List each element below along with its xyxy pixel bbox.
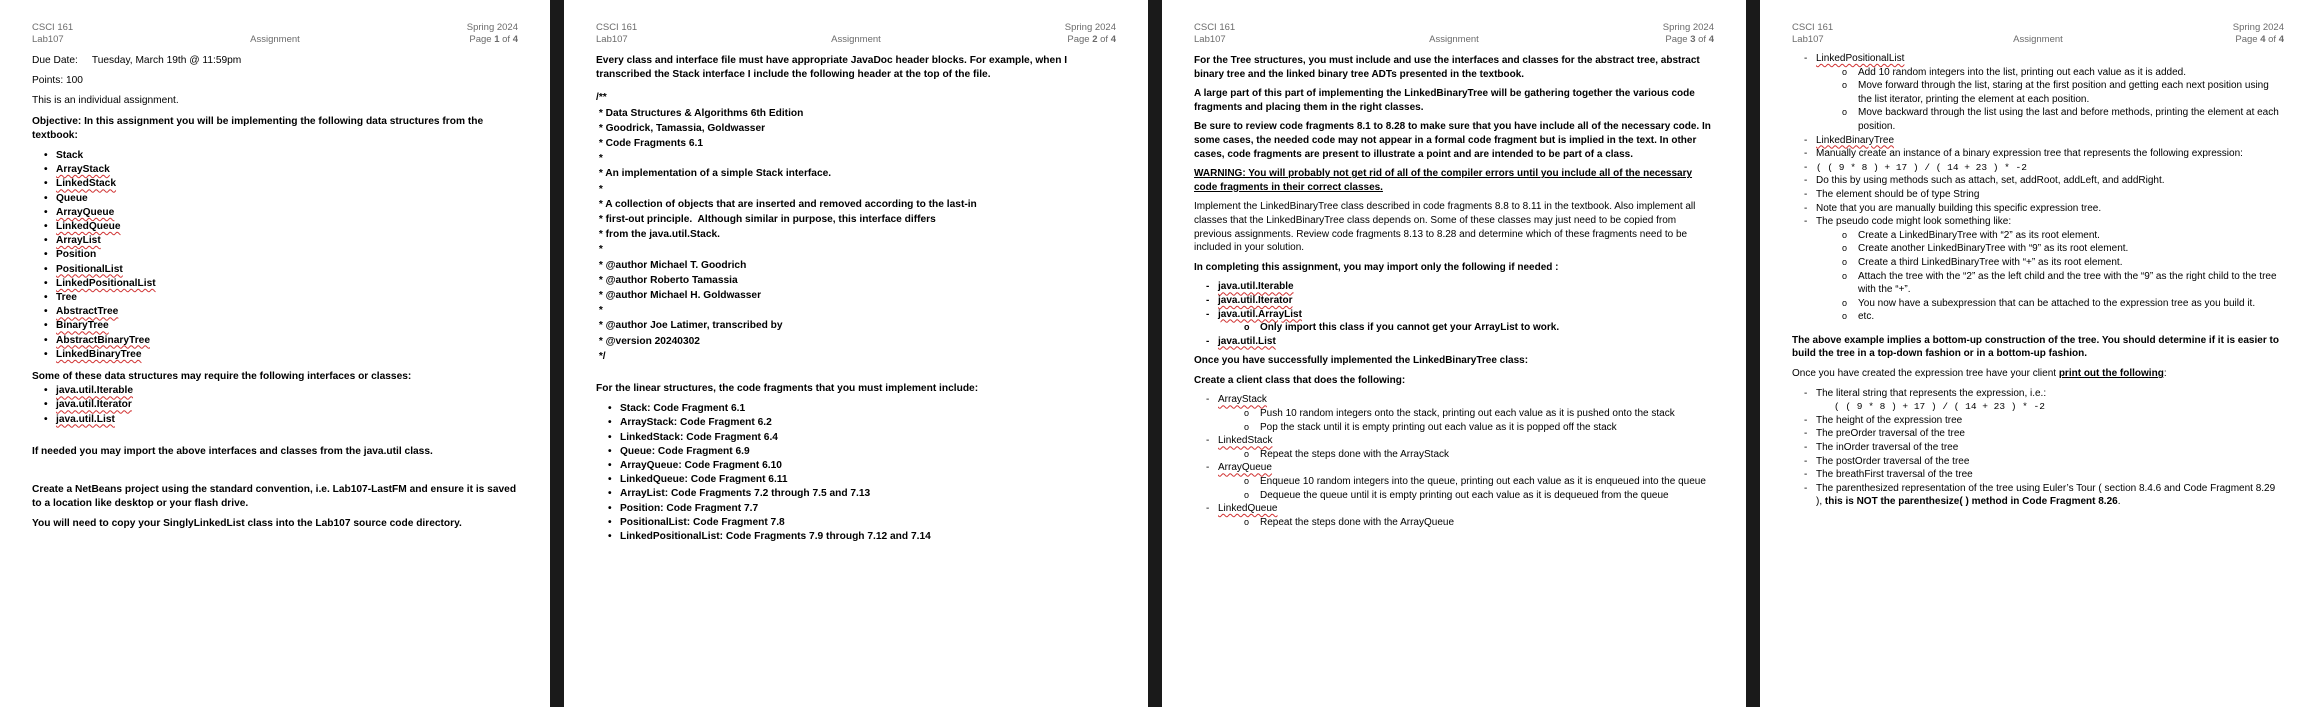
allowed-imports <box>1194 280 1714 348</box>
page-header <box>1792 22 2284 46</box>
page-gutter <box>550 0 564 707</box>
client-structure: LinkedQueue <box>1218 503 1278 515</box>
page-number: Page 2 of 4 <box>1067 34 1116 45</box>
javadoc-note: Every class and interface file must have appropriate JavaDoc header blocks. For example, when I transcribed the Stack interface I include the following header at the top of the file. <box>596 55 1068 81</box>
list-item: - Note that you are manually building this specific expression tree. <box>1792 202 2284 216</box>
list-item: • Stack: Code Fragment 6.1 <box>596 402 1116 416</box>
individual-note: This is an individual assignment. <box>32 95 179 107</box>
points: Points: 100 <box>32 75 83 87</box>
code-line: */ <box>596 350 606 362</box>
structure-name: LinkedQueue <box>56 221 121 233</box>
list-item <box>32 291 518 305</box>
list-item <box>32 305 518 319</box>
term-label: Spring 2024 <box>1064 22 1116 33</box>
code-line: * @author Roberto Tamassia <box>596 274 738 286</box>
import-note: If needed you may import the above interfaces and classes from the java.util class. <box>32 445 433 457</box>
output-list <box>1792 387 2284 509</box>
page-body <box>1792 52 2284 509</box>
lab-label: Lab107 <box>32 34 64 45</box>
page-1 <box>0 0 550 707</box>
list-item: - The literal string that represents the expression, i.e.: ( ( 9 * 8 ) + 17 ) / ( 14 + 23 ) * -2 <box>1792 387 2284 414</box>
lab-label: Lab107 <box>1792 34 1824 45</box>
page-number: Page 3 of 4 <box>1665 34 1714 45</box>
list-item: • LinkedQueue: Code Fragment 6.11 <box>596 473 1116 487</box>
list-item <box>32 163 518 177</box>
page-gutter <box>1746 0 1760 707</box>
code-line: * Data Structures & Algorithms 6th Edition <box>596 107 804 119</box>
list-item: - LinkedBinaryTree <box>1792 134 2284 148</box>
code-line: * <box>596 153 603 165</box>
client-structure: ArrayQueue <box>1218 462 1272 474</box>
structure-name: Tree <box>56 292 77 304</box>
list-item <box>32 277 518 291</box>
code-line: * @author Joe Latimer, transcribed by <box>596 320 783 332</box>
code-line: * @author Michael H. Goldwasser <box>596 290 762 302</box>
large-part: A large part of this part of implementing the LinkedBinaryTree will be gathering together the various code fragments and placing them in the right classes. <box>1194 88 1695 113</box>
structure-name: Stack <box>56 150 84 162</box>
list-item: o You now have a subexpression that can be attached to the expression tree as you build it. <box>1840 297 2284 311</box>
list-item <box>32 398 518 412</box>
list-item <box>1194 502 1714 529</box>
code-line: * @author Michael T. Goodrich <box>596 259 747 271</box>
page-header <box>1194 22 1714 46</box>
list-item <box>32 348 518 362</box>
list-item: - java.util.ArrayList o Only import this class if you cannot get your ArrayList to work. <box>1194 308 1714 335</box>
structure-name: ArrayQueue <box>56 206 115 218</box>
list-item <box>32 192 518 206</box>
due-date: Due Date: Tuesday, March 19th @ 11:59pm <box>32 55 242 66</box>
client-list <box>1194 393 1714 529</box>
list-item: • LinkedPositionalList: Code Fragments 7.9 through 7.12 and 7.14 <box>596 530 1116 544</box>
list-item: • ArrayStack: Code Fragment 6.2 <box>596 416 1116 430</box>
code-line: * Code Fragments 6.1 <box>596 138 703 150</box>
list-item: - Do this by using methods such as attach, set, addRoot, addLeft, and addRight. <box>1792 174 2284 188</box>
list-item: - ( ( 9 * 8 ) + 17 ) / ( 14 + 23 ) * -2 <box>1792 161 2284 175</box>
page-4 <box>1760 0 2316 707</box>
list-item: o etc. <box>1840 310 2284 324</box>
list-item: o Pop the stack until it is empty printing out each value as it is popped off the stack <box>1242 421 1714 435</box>
list-item: • Position: Code Fragment 7.7 <box>596 502 1116 516</box>
list-item <box>32 263 518 277</box>
objective: Objective: In this assignment you will be implementing the following data structures from the textbook: <box>32 115 484 141</box>
list-item: o Dequeue the queue until it is empty printing out each value as it is dequeued from the queue <box>1242 489 1714 503</box>
structure-name: AbstractTree <box>56 306 119 318</box>
code-line: * first-out principle. Although similar in purpose, this interface differs <box>596 214 936 226</box>
list-item: - The preOrder traversal of the tree <box>1792 427 2284 441</box>
list-item: - The postOrder traversal of the tree <box>1792 455 2284 469</box>
header-title: Assignment <box>831 34 881 45</box>
list-item <box>32 149 518 163</box>
structure-name: LinkedStack <box>56 178 117 190</box>
list-item: o Move forward through the list, staring at the first position and getting each next position using the list iterator, printing the element at each position. <box>1840 79 2284 106</box>
interface-name: java.util.List <box>56 413 115 425</box>
page-number: Page 4 of 4 <box>2235 34 2284 45</box>
once-note: Once you have successfully implemented the LinkedBinaryTree class: <box>1194 355 1529 367</box>
structure-name: LinkedPositionalList <box>56 277 156 289</box>
list-item <box>32 220 518 234</box>
code-line: * <box>596 183 603 195</box>
list-item: o Enqueue 10 random integers into the queue, printing out each value as it is enqueued into the queue <box>1242 475 1714 489</box>
header-title: Assignment <box>1429 34 1479 45</box>
list-item: o Only import this class if you cannot get your ArrayList to work. <box>1242 321 1714 335</box>
client-structure: LinkedStack <box>1218 435 1273 447</box>
be-sure: Be sure to review code fragments 8.1 to 8.28 to make sure that you have include all of the necessary code. In some cases, the needed code may not appear in a formal code fragment but is implied in the text. In other cases, code fragments are present to illustrate a point and are intended to be part of a class. <box>1194 121 1711 160</box>
implement-note: Implement the LinkedBinaryTree class described in code fragments 8.8 to 8.11 in the textbook. Also implement all classes that the LinkedBinaryTree class depends on. Some of these classes may just need to be copied from previous assignments. Review code fragments 8.13 to 8.28 and determine which of these fragments need to be included in your solution. <box>1194 201 1696 254</box>
list-item: o Push 10 random integers onto the stack, printing out each value as it is pushed onto the stack <box>1242 407 1714 421</box>
course-label: CSCI 161 <box>32 22 74 33</box>
lab-label: Lab107 <box>596 34 628 45</box>
fragment-list <box>596 402 1116 544</box>
list-item: o Create a third LinkedBinaryTree with “+” as its root element. <box>1840 256 2284 270</box>
list-item <box>32 177 518 191</box>
copy-note: You will need to copy your SinglyLinkedList class into the Lab107 source code directory. <box>32 518 462 530</box>
linear-intro: For the linear structures, the code fragments that you must implement include: <box>596 383 979 395</box>
code-line: * from the java.util.Stack. <box>596 229 720 241</box>
list-item: • Queue: Code Fragment 6.9 <box>596 445 1116 459</box>
warning: WARNING: You will probably not get rid of all of the compiler errors until you include all of the necessary code fragments in their correct classes. <box>1194 168 1693 193</box>
list-item: - LinkedPositionalList o Add 10 random integers into the list, printing out each value as it is added. o Move forward through the list, staring at the first position and getting each next position using the list iterator, printing the element at each position. o Move backward through the list using the last and before methods, printing the element at each position. <box>1792 52 2284 134</box>
list-item <box>32 413 518 427</box>
interface-name: java.util.Iterator <box>56 399 132 411</box>
structure-list <box>32 149 518 362</box>
list-item: o Repeat the steps done with the ArrayStack <box>1242 448 1714 462</box>
code-line: /** <box>596 92 607 104</box>
page-body <box>32 54 518 538</box>
client-list-cont <box>1792 52 2284 324</box>
page-body <box>596 54 1116 544</box>
term-label: Spring 2024 <box>1662 22 1714 33</box>
list-item <box>32 206 518 220</box>
page-2 <box>564 0 1148 707</box>
interface-list <box>32 384 518 427</box>
list-item: • ArrayList: Code Fragments 7.2 through 7.5 and 7.13 <box>596 487 1116 501</box>
term-label: Spring 2024 <box>2232 22 2284 33</box>
list-item: • PositionalList: Code Fragment 7.8 <box>596 516 1116 530</box>
list-item <box>32 319 518 333</box>
structure-name: BinaryTree <box>56 320 109 332</box>
page-gutter <box>1148 0 1162 707</box>
list-item: o Move backward through the list using the last and before methods, printing the element at each position. <box>1840 106 2284 133</box>
lab-label: Lab107 <box>1194 34 1226 45</box>
page-3 <box>1162 0 1746 707</box>
code-line: * <box>596 244 603 256</box>
javadoc-code-block <box>596 90 1116 364</box>
list-item: - The height of the expression tree <box>1792 414 2284 428</box>
list-item: - java.util.Iterator <box>1194 294 1714 308</box>
list-item: o Attach the tree with the “2” as the left child and the tree with the “9” as the right child to the tree with the “+”. <box>1840 270 2284 297</box>
netbeans-note: Create a NetBeans project using the standard convention, i.e. Lab107-LastFM and ensure it is saved to a location like desktop or your flash drive. <box>32 484 517 510</box>
course-label: CSCI 161 <box>1194 22 1236 33</box>
code-line: * A collection of objects that are inserted and removed according to the last-in <box>596 198 977 210</box>
structure-name: ArrayStack <box>56 164 110 176</box>
list-item: o Add 10 random integers into the list, printing out each value as it is added. <box>1840 66 2284 80</box>
bottom-up-note: The above example implies a bottom-up construction of the tree. You should determine if it is easier to build the tree in a top-down fashion or in a bottom-up fashion. <box>1792 334 2279 360</box>
page-body <box>1194 54 1714 529</box>
list-item <box>1194 461 1714 502</box>
list-item <box>1194 434 1714 461</box>
interface-name: java.util.Iterable <box>56 385 134 397</box>
list-item <box>32 248 518 262</box>
list-item: • LinkedStack: Code Fragment 6.4 <box>596 431 1116 445</box>
list-item: - java.util.List <box>1194 335 1714 349</box>
structure-name: Position <box>56 249 97 261</box>
list-item <box>32 234 518 248</box>
term-label: Spring 2024 <box>466 22 518 33</box>
page-header <box>32 22 518 46</box>
page-header <box>596 22 1116 46</box>
code-line: * @version 20240302 <box>596 335 700 347</box>
structure-name: Queue <box>56 192 88 204</box>
list-item: o Create another LinkedBinaryTree with “9” as its root element. <box>1840 242 2284 256</box>
list-item <box>32 384 518 398</box>
import-intro: In completing this assignment, you may import only the following if needed : <box>1194 261 1559 273</box>
list-item: o Create a LinkedBinaryTree with “2” as its root element. <box>1840 229 2284 243</box>
interfaces-intro: Some of these data structures may require the following interfaces or classes: <box>32 371 412 383</box>
course-label: CSCI 161 <box>596 22 638 33</box>
list-item: - The breathFirst traversal of the tree <box>1792 468 2284 482</box>
print-intro: Once you have created the expression tree have your client print out the following: <box>1792 368 2167 380</box>
list-item: • ArrayQueue: Code Fragment 6.10 <box>596 459 1116 473</box>
structure-name: LinkedBinaryTree <box>56 348 142 360</box>
list-item: - Manually create an instance of a binary expression tree that represents the following expression: <box>1792 147 2284 161</box>
list-item: o Repeat the steps done with the ArrayQueue <box>1242 516 1714 530</box>
list-item <box>1194 393 1714 434</box>
course-label: CSCI 161 <box>1792 22 1834 33</box>
structure-name: AbstractBinaryTree <box>56 334 150 346</box>
list-item <box>32 334 518 348</box>
client-structure: ArrayStack <box>1218 394 1267 406</box>
structure-name: PositionalList <box>56 263 123 275</box>
code-line: * Goodrick, Tamassia, Goldwasser <box>596 122 766 134</box>
code-line: * An implementation of a simple Stack interface. <box>596 168 832 180</box>
tree-intro: For the Tree structures, you must include and use the interfaces and classes for the abstract tree, abstract binary tree and the linked binary tree ADTs presented in the textbook. <box>1194 55 1700 80</box>
header-title: Assignment <box>2013 34 2063 45</box>
header-title: Assignment <box>250 34 300 45</box>
list-item: - java.util.Iterable <box>1194 280 1714 294</box>
list-item: - The element should be of type String <box>1792 188 2284 202</box>
code-line: * <box>596 305 603 317</box>
client-intro: Create a client class that does the following: <box>1194 374 1406 386</box>
page-number: Page 1 of 4 <box>469 34 518 45</box>
list-item: - The parenthesized representation of the tree using Euler’s Tour ( section 8.4.6 and Code Fragment 8.29 ), this is NOT the parenthesize( ) method in Code Fragment 8.26. <box>1792 482 2284 509</box>
list-item: - The pseudo code might look something like: o Create a LinkedBinaryTree with “2” as its root element. o Create another LinkedBinaryTree with “9” as its root element. o Create a third LinkedBinaryTree with “+” as its root element. o Attach the tree with the “2” as the left child and the tree with the “9” as the right child to the tree with the “+”. o You now have a subexpression that can be attached to the expression tree as you build it. o etc. <box>1792 215 2284 324</box>
list-item: - The inOrder traversal of the tree <box>1792 441 2284 455</box>
structure-name: ArrayList <box>56 235 101 247</box>
